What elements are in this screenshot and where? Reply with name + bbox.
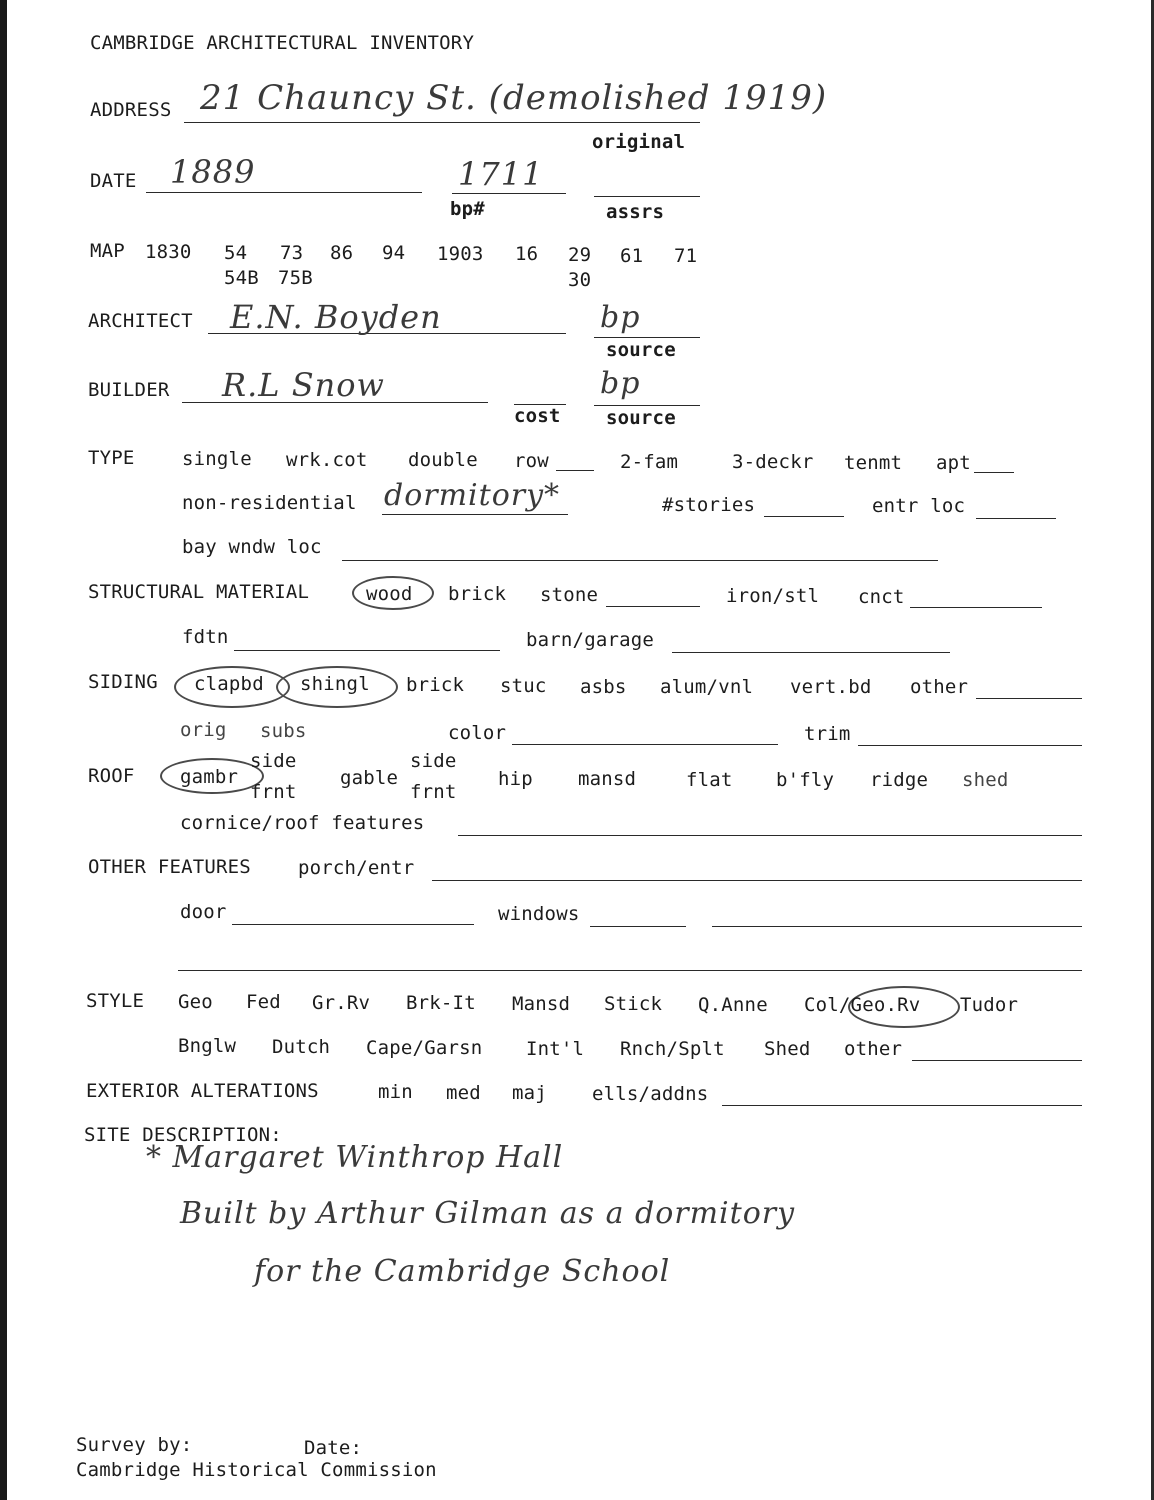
style-label: STYLE: [86, 990, 145, 1012]
alterations-label: EXTERIOR ALTERATIONS: [86, 1080, 319, 1102]
structural-option: cnct: [858, 586, 905, 608]
structural-option: stone: [540, 584, 599, 606]
siding-label: SIDING: [88, 671, 158, 693]
type-option: row: [514, 450, 549, 472]
architect-source-label: source: [606, 339, 676, 361]
siding-option: clapbd: [194, 673, 264, 695]
style-option: Cape/Garsn: [366, 1037, 483, 1059]
bp-number-value: 1711: [458, 155, 544, 193]
builder-source-label: source: [606, 407, 676, 429]
siding-option: shingl: [300, 673, 370, 695]
siding-other-line: [976, 698, 1082, 699]
trim-label: trim: [804, 723, 851, 745]
assessors-label: assrs: [606, 201, 665, 223]
foundation-line: [234, 650, 500, 651]
row-line: [556, 470, 594, 471]
site-note-line: * Margaret Winthrop Hall: [146, 1140, 564, 1175]
roof-option: mansd: [578, 768, 637, 790]
cornice-line: [458, 835, 1082, 836]
type-label: TYPE: [88, 447, 135, 469]
map-label: MAP: [90, 240, 125, 262]
structural-option: iron/stl: [726, 585, 820, 607]
site-note-line: Built by Arthur Gilman as a dormitory: [180, 1196, 796, 1231]
map-year: 54: [224, 242, 248, 264]
trim-line: [858, 745, 1082, 746]
orig-label: orig: [180, 719, 227, 741]
other-features-label: OTHER FEATURES: [88, 856, 251, 878]
siding-option: brick: [406, 674, 465, 696]
cornice-label: cornice/roof features: [180, 812, 425, 834]
subs-label: subs: [260, 720, 307, 742]
cnct-line: [910, 607, 1042, 608]
map-year: 16: [515, 243, 539, 265]
site-description-label: SITE DESCRIPTION:: [84, 1124, 282, 1146]
style-option: Gr.Rv: [312, 992, 371, 1014]
color-label: color: [448, 722, 507, 744]
windows-line: [590, 926, 686, 927]
style-other-line: [912, 1060, 1082, 1061]
address-original-label: original: [592, 131, 686, 153]
barn-garage-label: barn/garage: [526, 629, 655, 651]
organization-name: Cambridge Historical Commission: [76, 1459, 437, 1481]
non-residential-value: dormitory*: [384, 478, 561, 513]
type-option: 3-deckr: [732, 451, 814, 473]
alteration-option: med: [446, 1082, 481, 1104]
bay-window-line: [342, 560, 938, 561]
type-option: apt: [936, 452, 971, 474]
map-year: 86: [330, 242, 354, 264]
style-option: Geo: [178, 991, 213, 1013]
style-option: Stick: [604, 993, 663, 1015]
type-option: 2-fam: [620, 451, 679, 473]
assessors-line: [594, 196, 700, 197]
map-year: 73: [280, 242, 304, 264]
roof-option: hip: [498, 768, 533, 790]
map-year: 1903: [437, 243, 484, 265]
style-option: Int'l: [526, 1038, 585, 1060]
site-note-line: for the Cambridge School: [254, 1254, 671, 1289]
roof-side-label: side: [410, 750, 457, 772]
bp-number-label: bp#: [450, 198, 485, 220]
door-line: [232, 924, 474, 925]
foundation-label: fdtn: [182, 626, 229, 648]
siding-option: vert.bd: [790, 676, 872, 698]
entr-loc-line: [976, 518, 1056, 519]
ells-addns-line: [722, 1105, 1082, 1106]
siding-option: other: [910, 676, 969, 698]
style-option: Brk-It: [406, 992, 476, 1014]
builder-source-line: [594, 405, 700, 406]
stories-line: [764, 516, 844, 517]
style-option: Dutch: [272, 1036, 331, 1058]
architect-source-value: bp: [600, 300, 641, 335]
windows-line-2: [712, 926, 1082, 927]
type-option: single: [182, 448, 252, 470]
structural-label: STRUCTURAL MATERIAL: [88, 581, 310, 603]
date-value: 1889: [170, 153, 256, 191]
style-option: Fed: [246, 991, 281, 1013]
roof-side-label: side: [250, 750, 297, 772]
map-year: 30: [568, 269, 592, 291]
architect-value: E.N. Boyden: [230, 298, 442, 336]
map-year: 75B: [278, 267, 313, 289]
form-title: CAMBRIDGE ARCHITECTURAL INVENTORY: [90, 32, 475, 54]
structural-option: wood: [366, 583, 413, 605]
ells-addns-label: ells/addns: [592, 1083, 709, 1105]
roof-option: b'fly: [776, 769, 835, 791]
builder-value: R.L Snow: [222, 366, 385, 404]
builder-source-value: bp: [600, 366, 641, 401]
siding-option: stuc: [500, 675, 547, 697]
apt-line: [974, 472, 1014, 473]
style-option: Col/Geo.Rv: [804, 994, 921, 1016]
alteration-option: min: [378, 1081, 413, 1103]
address-line: [184, 122, 700, 123]
roof-option: gambr: [180, 766, 239, 788]
non-residential-label: non-residential: [182, 492, 357, 514]
extra-features-line: [178, 970, 1082, 971]
date-line: [146, 192, 422, 193]
type-option: tenmt: [844, 452, 903, 474]
scan-edge-left: [0, 0, 7, 1500]
bp-line: [452, 193, 566, 194]
non-residential-line: [382, 514, 568, 515]
date-label: DATE: [90, 170, 137, 192]
architect-source-line: [594, 337, 700, 338]
builder-label: BUILDER: [88, 379, 170, 401]
roof-frnt-label: frnt: [250, 781, 297, 803]
roof-label: ROOF: [88, 765, 135, 787]
type-option: double: [408, 449, 478, 471]
style-option: Mansd: [512, 993, 571, 1015]
porch-entr-line: [432, 880, 1082, 881]
style-option: Tudor: [960, 994, 1019, 1016]
style-option: Q.Anne: [698, 994, 768, 1016]
cost-label: cost: [514, 405, 561, 427]
roof-option: flat: [686, 769, 733, 791]
survey-by-label: Survey by:: [76, 1434, 193, 1456]
stone-line: [606, 606, 700, 607]
entr-loc-label: entr loc: [872, 495, 966, 517]
map-year: 54B: [224, 267, 259, 289]
stories-label: #stories: [662, 494, 756, 516]
address-value: 21 Chauncy St. (demolished 1919): [200, 78, 828, 118]
roof-frnt-label: frnt: [410, 781, 457, 803]
style-option: Bnglw: [178, 1035, 237, 1057]
map-year: 61: [620, 245, 644, 267]
survey-date-label: Date:: [304, 1437, 363, 1459]
map-year: 29: [568, 244, 592, 266]
siding-option: asbs: [580, 676, 627, 698]
map-year: 94: [382, 242, 406, 264]
roof-option: ridge: [870, 769, 929, 791]
structural-option: brick: [448, 583, 507, 605]
siding-option: alum/vnl: [660, 676, 754, 698]
style-option: other: [844, 1038, 903, 1060]
alteration-option: maj: [512, 1082, 547, 1104]
style-option: Shed: [764, 1038, 811, 1060]
address-label: ADDRESS: [90, 99, 172, 121]
bay-window-label: bay wndw loc: [182, 536, 322, 558]
porch-entr-label: porch/entr: [298, 857, 415, 879]
style-option: Rnch/Splt: [620, 1038, 725, 1060]
roof-option: shed: [962, 769, 1009, 791]
color-line: [512, 744, 778, 745]
door-label: door: [180, 901, 227, 923]
barn-garage-line: [672, 652, 950, 653]
map-year: 71: [674, 245, 698, 267]
architect-label: ARCHITECT: [88, 310, 193, 332]
windows-label: windows: [498, 903, 580, 925]
type-option: wrk.cot: [286, 449, 368, 471]
map-year: 1830: [145, 241, 192, 263]
roof-option: gable: [340, 767, 399, 789]
